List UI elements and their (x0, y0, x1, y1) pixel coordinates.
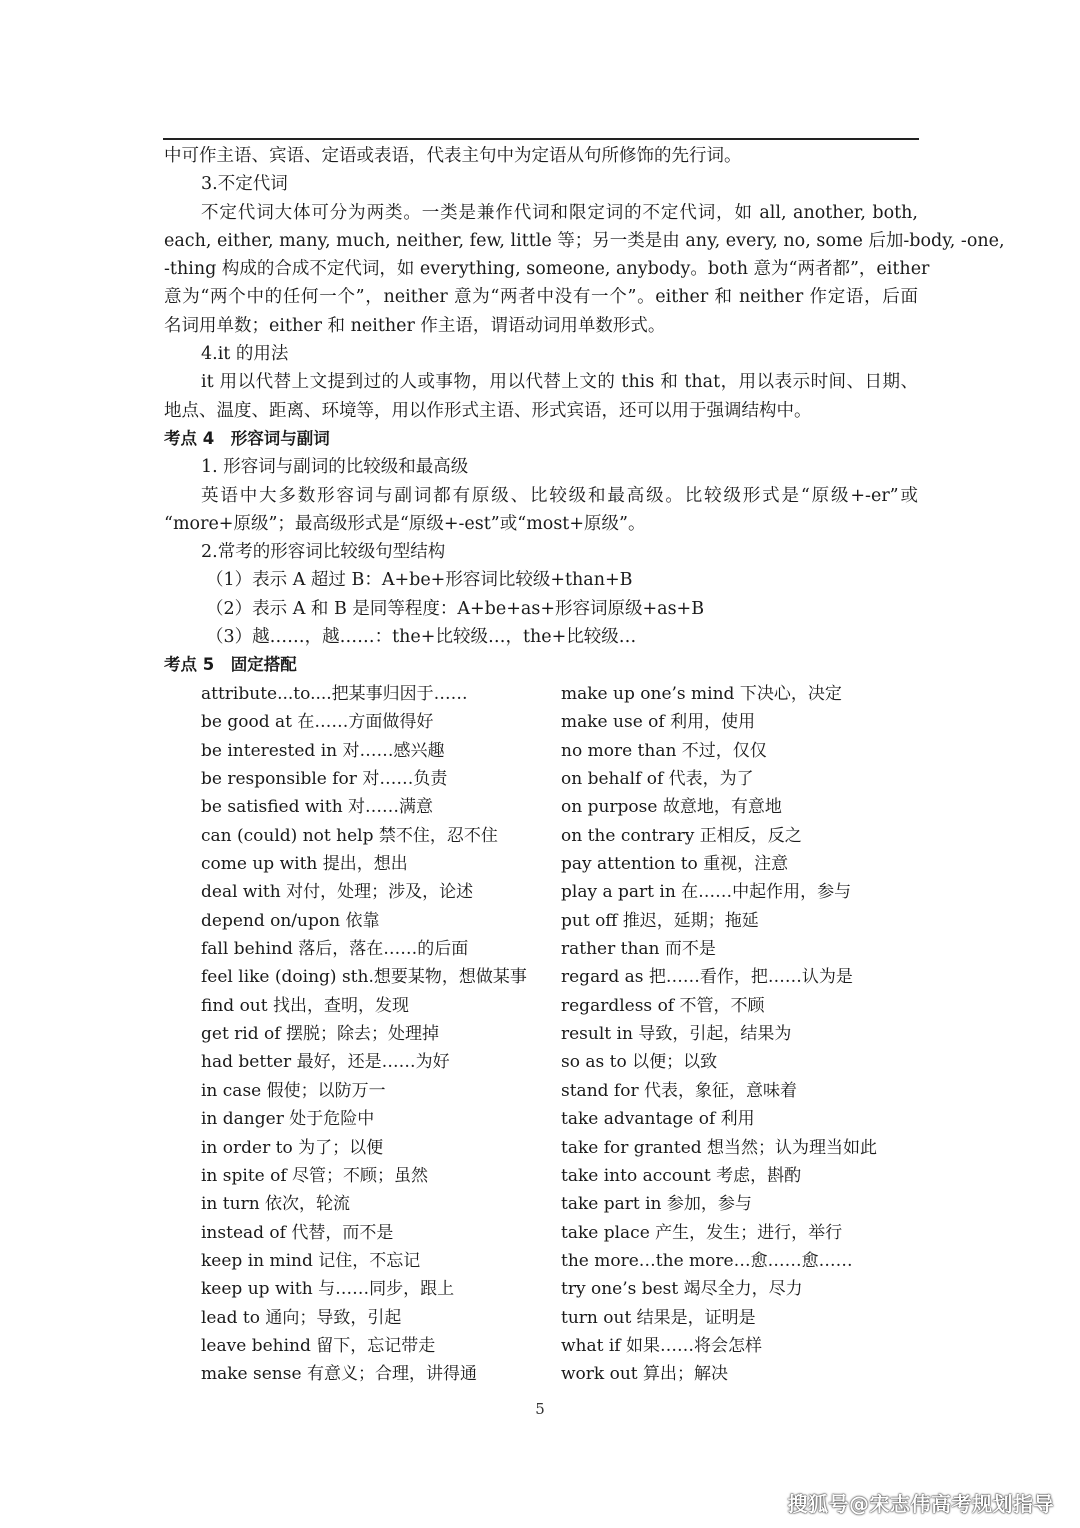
phrase-item: come up with 提出，想出 (201, 854, 408, 875)
phrase-item: pay attention to 重视，注意 (561, 854, 789, 875)
paragraph-line: 英语中大多数形容词与副词都有原级、比较级和最高级。比较级形式是“原级+-er”或 (201, 485, 918, 506)
phrase-item: play a part in 在……中起作用，参与 (561, 882, 852, 903)
phrase-item: feel like (doing) sth.想要某物，想做某事 (201, 967, 527, 988)
paragraph-line: 地点、温度、距离、环境等，用以作形式主语、形式宾语，还可以用于强调结构中。 (164, 400, 812, 421)
phrase-item: fall behind 落后，落在……的后面 (201, 939, 469, 960)
phrase-item: regardless of 不管，不顾 (561, 995, 765, 1016)
phrase-item: result in 导致，引起，结果为 (561, 1024, 792, 1045)
paragraph-line: each, either, many, much, neither, few, little 等；另一类是由 any, every, no, some 后加-body, -one, (164, 230, 1005, 251)
phrase-item: take place 产生，发生；进行，举行 (561, 1222, 843, 1243)
phrase-item: be satisfied with 对……满意 (201, 797, 434, 818)
phrase-item: so as to 以便；以致 (561, 1052, 718, 1073)
heading-it-usage: 4.it 的用法 (201, 344, 289, 365)
paragraph-line: “more+原级”；最高级形式是“原级+-est”或“most+原级”。 (164, 513, 646, 534)
phrase-item: lead to 通向；导致，引起 (201, 1307, 402, 1328)
section-heading-kaodian-4: 考点 4 形容词与副词 (164, 428, 330, 448)
phrase-column-right (561, 680, 921, 1389)
section-heading-kaodian-5: 考点 5 固定搭配 (164, 655, 297, 675)
phrase-item: turn out 结果是，证明是 (561, 1307, 756, 1328)
phrase-item: instead of 代替，而不是 (201, 1222, 394, 1243)
phrase-item: what if 如果……将会怎样 (561, 1335, 763, 1356)
subheading-sentence-patterns: 2.常考的形容词比较级句型结构 (201, 542, 446, 563)
phrase-item: in spite of 尽管；不顾；虽然 (201, 1165, 429, 1186)
phrase-item: make use of 利用，使用 (561, 712, 756, 733)
phrase-item: be good at 在……方面做得好 (201, 712, 434, 733)
phrase-item: put off 推迟，延期；拖延 (561, 910, 759, 931)
phrase-item: regard as 把……看作，把……认为是 (561, 967, 853, 988)
phrase-column-left (201, 680, 561, 1389)
phrase-item: work out 算出；解决 (561, 1364, 729, 1385)
phrase-item: in order to 为了；以便 (201, 1137, 384, 1158)
phrase-item: the more…the more…愈……愈…… (561, 1250, 853, 1271)
paragraph-line: 不定代词大体可分为两类。一类是兼作代词和限定词的不定代词，如 all, another, both, (201, 202, 918, 223)
phrase-item: rather than 而不是 (561, 939, 716, 960)
phrase-columns (201, 680, 921, 1389)
phrase-item: keep up with 与……同步，跟上 (201, 1279, 455, 1300)
pattern-item: （2）表示 A 和 B 是同等程度：A+be+as+形容词原级+as+B (206, 598, 705, 619)
top-rule (163, 138, 919, 140)
subheading-comparison: 1. 形容词与副词的比较级和最高级 (201, 457, 469, 478)
phrase-item: leave behind 留下，忘记带走 (201, 1335, 436, 1356)
phrase-item: be interested in 对……感兴趣 (201, 740, 445, 761)
phrase-item: take for granted 想当然；认为理当如此 (561, 1137, 878, 1158)
phrase-item: take into account 考虑，斟酌 (561, 1165, 802, 1186)
phrase-item: try one’s best 竭尽全力，尽力 (561, 1279, 803, 1300)
paragraph-line: it 用以代替上文提到过的人或事物，用以代替上文的 this 和 that，用以表示时间、日期、 (201, 372, 918, 393)
phrase-item: no more than 不过，仅仅 (561, 740, 767, 761)
phrase-item: can (could) not help 禁不住，忍不住 (201, 825, 498, 846)
phrase-item: on the contrary 正相反，反之 (561, 825, 802, 846)
phrase-item: get rid of 摆脱；除去；处理掉 (201, 1024, 439, 1045)
watermark: 搜狐号@宋志伟高考规划指导 (787, 1492, 1054, 1516)
phrase-item: had better 最好，还是……为好 (201, 1052, 450, 1073)
phrase-item: keep in mind 记住，不忘记 (201, 1250, 421, 1271)
phrase-item: find out 找出，查明，发现 (201, 995, 409, 1016)
phrase-item: attribute...to....把某事归因于…… (201, 684, 468, 704)
phrase-item: on behalf of 代表，为了 (561, 769, 754, 790)
phrase-item: in danger 处于危险中 (201, 1109, 375, 1130)
phrase-item: make sense 有意义；合理，讲得通 (201, 1364, 477, 1385)
phrase-item: stand for 代表，象征，意味着 (561, 1080, 797, 1101)
page-number: 5 (535, 1400, 545, 1418)
phrase-item: on purpose 故意地，有意地 (561, 797, 782, 818)
paragraph-line: -thing 构成的合成不定代词，如 everything, someone, anybody。both 意为“两者都”，either (164, 259, 930, 280)
phrase-item: take advantage of 利用 (561, 1109, 755, 1130)
phrase-item: in case 假使；以防万一 (201, 1080, 386, 1101)
pattern-item: （3）越……，越……：the+比较级…，the+比较级… (206, 627, 637, 648)
heading-indefinite-pronouns: 3.不定代词 (201, 174, 288, 195)
pattern-item: （1）表示 A 超过 B：A+be+形容词比较级+than+B (206, 570, 633, 591)
phrase-item: take part in 参加，参与 (561, 1194, 752, 1215)
paragraph-line: 意为“两个中的任何一个”，neither 意为“两者中没有一个”。either 和 neither 作定语，后面 (164, 287, 918, 308)
phrase-item: depend on/upon 依靠 (201, 910, 380, 931)
phrase-item: be responsible for 对……负责 (201, 769, 448, 790)
phrase-item: make up one’s mind 下决心，决定 (561, 684, 842, 704)
document-body (164, 142, 1005, 680)
paragraph-line: 中可作主语、宾语、定语或表语，代表主句中为定语从句所修饰的先行词。 (164, 146, 742, 166)
phrase-item: deal with 对付，处理；涉及，论述 (201, 882, 474, 903)
phrase-item: in turn 依次，轮流 (201, 1194, 351, 1215)
paragraph-line: 名词用单数；either 和 neither 作主语，谓语动词用单数形式。 (164, 315, 666, 336)
